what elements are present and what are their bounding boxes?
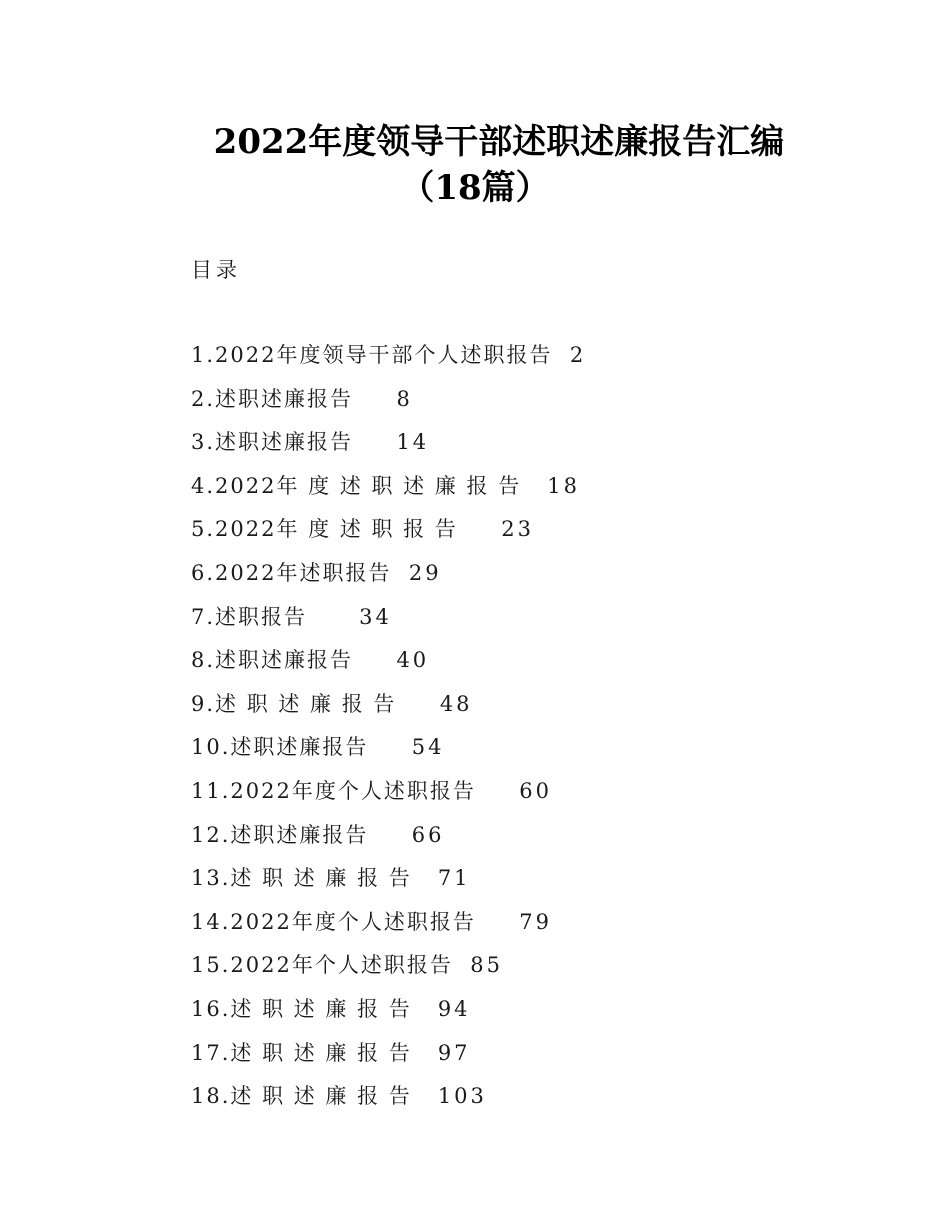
- toc-entry-page: 40: [396, 648, 430, 673]
- toc-item: [191, 905, 586, 949]
- toc-item: [191, 861, 586, 905]
- toc-entry-title: 4.2022年 度 述 职 述 廉 报 告: [191, 473, 522, 498]
- toc-entry-title: 15.2022年个人述职报告: [191, 953, 453, 978]
- toc-item: [191, 469, 586, 513]
- toc-item: [191, 948, 586, 992]
- toc-entry-page: 79: [519, 909, 552, 934]
- toc-item: [191, 1079, 586, 1123]
- toc-heading: 目录: [191, 258, 241, 282]
- toc-entry-page: 8: [396, 386, 413, 411]
- toc-item: [191, 512, 586, 556]
- toc-entry-page: 85: [470, 953, 503, 978]
- toc-gap: [353, 643, 396, 677]
- toc-entry-title: 7.述职报告: [191, 604, 308, 629]
- toc-item: [191, 556, 586, 600]
- toc-entry-title: 17.述 职 述 廉 报 告: [191, 1040, 412, 1065]
- toc-entry-title: 11.2022年度个人述职报告: [191, 778, 476, 803]
- toc-entry-title: 10.述职述廉报告: [191, 735, 369, 760]
- toc-entry-title: 14.2022年度个人述职报告: [191, 909, 476, 934]
- toc-entry-page: 94: [437, 996, 471, 1021]
- toc-item: [191, 687, 586, 731]
- toc-entry-page: 2: [569, 343, 587, 367]
- toc-item: [191, 600, 586, 644]
- toc-entry-title: 6.2022年述职报告: [191, 560, 392, 585]
- toc-item: [191, 1036, 586, 1080]
- toc-gap: [391, 556, 408, 590]
- toc-entry-page: 71: [437, 866, 471, 891]
- toc-entry-page: 54: [411, 735, 445, 760]
- toc-entry-page: 34: [359, 604, 392, 629]
- toc-entry-title: 2.述职述廉报告: [191, 386, 354, 411]
- toc-entry-page: 66: [411, 822, 445, 847]
- toc-gap: [368, 818, 411, 852]
- toc-gap: [412, 861, 438, 895]
- toc-gap: [458, 512, 501, 546]
- toc-entry-page: 103: [437, 1084, 487, 1109]
- toc-gap: [552, 338, 569, 372]
- toc-gap: [353, 382, 396, 416]
- toc-item: [191, 992, 586, 1036]
- toc-item: [191, 425, 586, 469]
- toc-item: [191, 643, 586, 687]
- document-title-count: （18篇）: [400, 168, 550, 208]
- toc-entry-page: 23: [501, 517, 534, 542]
- toc-item: [191, 382, 586, 426]
- toc-entry-title: 8.述职述廉报告: [191, 648, 354, 673]
- toc-item: [191, 774, 586, 818]
- toc-gap: [412, 1079, 438, 1113]
- toc-gap: [476, 774, 519, 808]
- toc-entry-page: 60: [519, 778, 552, 803]
- toc-entry-title: 1.2022年度领导干部个人述职报告: [191, 343, 553, 367]
- toc-entry-page: 29: [408, 560, 442, 585]
- toc-item: [191, 818, 586, 862]
- toc-entry-title: 9.述 职 述 廉 报 告: [191, 691, 397, 716]
- document-title: 2022年度领导干部述职述廉报告汇编: [213, 122, 785, 162]
- toc-entry-page: 18: [547, 473, 580, 498]
- toc-gap: [453, 948, 470, 982]
- toc-entry-page: 48: [439, 691, 473, 716]
- toc-gap: [521, 469, 547, 503]
- toc-entry-page: 14: [396, 430, 430, 455]
- toc-entry-title: 5.2022年 度 述 职 报 告: [191, 517, 458, 542]
- toc-gap: [368, 730, 411, 764]
- toc-entry-title: 3.述职述廉报告: [191, 430, 354, 455]
- toc-gap: [412, 1036, 438, 1070]
- toc-gap: [412, 992, 438, 1026]
- toc-entry-page: 97: [437, 1040, 471, 1065]
- toc-gap: [396, 687, 439, 721]
- toc-item: [191, 730, 586, 774]
- toc-gap: [476, 905, 519, 939]
- toc-gap: [307, 600, 359, 634]
- toc-entry-title: 12.述职述廉报告: [191, 822, 369, 847]
- toc-entry-title: 18.述 职 述 廉 报 告: [191, 1084, 412, 1109]
- table-of-contents: [191, 338, 586, 1123]
- toc-item: [191, 338, 586, 382]
- toc-gap: [353, 425, 396, 459]
- toc-entry-title: 13.述 职 述 廉 报 告: [191, 866, 412, 891]
- toc-entry-title: 16.述 职 述 廉 报 告: [191, 996, 412, 1021]
